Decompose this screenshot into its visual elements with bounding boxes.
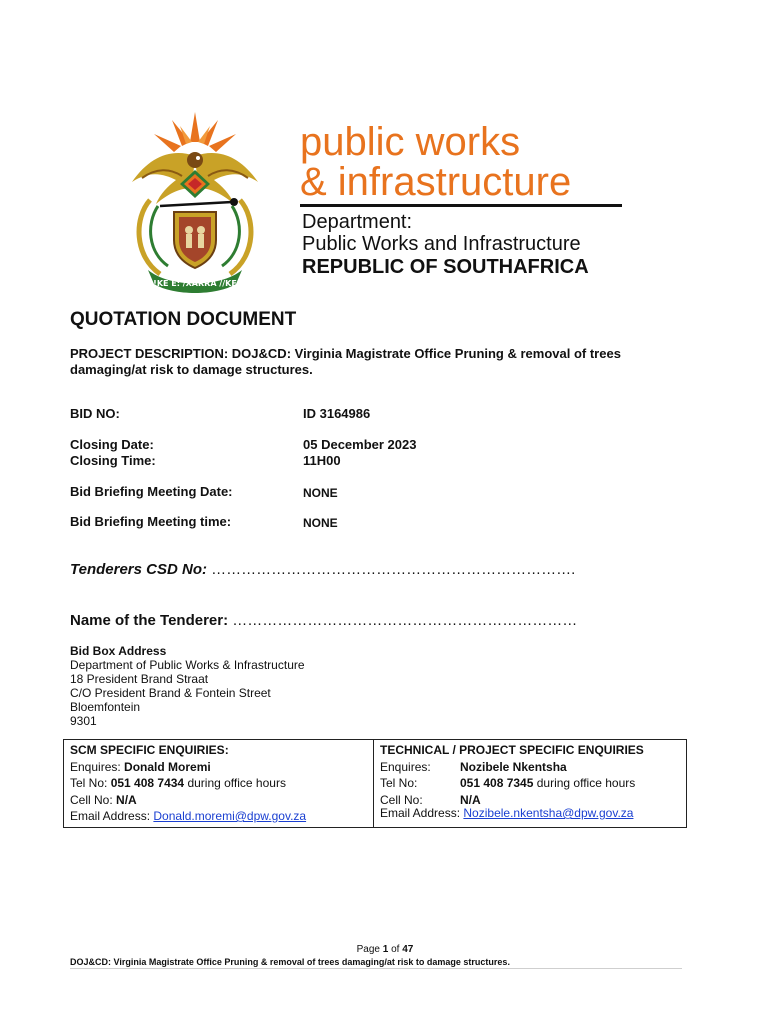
technical-enquiries-row: Enquires: Nozibele Nkentsha <box>380 759 567 774</box>
project-description: PROJECT DESCRIPTION: DOJ&CD: Virginia Magistrate Office Pruning & removal of trees damaging/at risk to damage structures. <box>70 346 621 377</box>
enquiries-table-divider <box>373 739 374 828</box>
briefing-date-value: NONE <box>303 486 338 500</box>
closing-time-label: Closing Time: <box>70 453 156 468</box>
document-title: QUOTATION DOCUMENT <box>70 309 297 330</box>
csd-colon: : <box>201 561 207 578</box>
bid-box-address <box>70 644 305 728</box>
scm-contact-name: Donald Moremi <box>124 759 211 774</box>
csd-number-label: Tenderers CSD No <box>70 561 202 578</box>
technical-enquiries-cell <box>380 742 644 822</box>
technical-heading: TECHNICAL / PROJECT SPECIFIC ENQUIRIES <box>380 743 644 757</box>
address-line: C/O President Brand & Fontein Street <box>70 686 271 700</box>
department-label: Department: <box>302 211 413 233</box>
scm-email-row: Email Address: Donald.moremi@dpw.gov.za <box>70 809 307 823</box>
address-heading: Bid Box Address <box>70 644 167 658</box>
brand-name-line1: public works <box>300 120 521 164</box>
csd-number-field <box>70 561 575 578</box>
csd-number-blank: ………………………………………………………………. <box>206 561 576 578</box>
technical-tel-row: Tel No: 051 408 7345 during office hours <box>380 776 636 790</box>
scm-tel-number: 051 408 7434 <box>110 776 185 790</box>
address-line: 18 President Brand Straat <box>70 672 209 686</box>
bid-no-label: BID NO: <box>70 406 120 421</box>
technical-cell-number: N/A <box>460 792 481 807</box>
scm-enquiries-row: Enquires: Donald Moremi <box>70 759 211 774</box>
page-current: 1 <box>382 944 389 955</box>
bid-no-value: ID 3164986 <box>303 406 371 421</box>
scm-heading: SCM SPECIFIC ENQUIRIES: <box>70 743 229 757</box>
crest-motto-text: !KE E: /XARRA //KE <box>153 279 237 288</box>
briefing-date-label: Bid Briefing Meeting Date: <box>70 484 233 499</box>
page-total: 47 <box>402 944 414 955</box>
scm-email-link[interactable]: Donald.moremi@dpw.gov.za <box>153 809 307 823</box>
scm-cell-row: Cell No: N/A <box>70 792 137 807</box>
department-name: Public Works and Infrastructure <box>302 233 581 255</box>
closing-time-value: 11H00 <box>303 453 341 468</box>
briefing-time-label: Bid Briefing Meeting time: <box>70 514 232 529</box>
address-line: Bloemfontein <box>70 700 141 714</box>
technical-contact-name: Nozibele Nkentsha <box>460 759 567 774</box>
tenderer-name-blank: …………………………………………………………… <box>228 612 578 629</box>
tenderer-name-label: Name of the Tenderer: <box>70 612 229 629</box>
scm-cell-number: N/A <box>116 792 137 807</box>
address-line: 9301 <box>70 714 97 728</box>
technical-tel-number: 051 408 7345 <box>460 776 534 790</box>
coat-of-arms-logo <box>120 108 270 294</box>
brand-divider <box>300 204 622 207</box>
scm-tel-row: Tel No: 051 408 7434 during office hours <box>70 776 286 790</box>
scm-enquiries-cell <box>70 742 306 825</box>
closing-date-value: 05 December 2023 <box>303 437 417 452</box>
page-number: Page 1 of 47 <box>356 944 414 955</box>
address-line: Department of Public Works & Infrastructure <box>70 658 305 672</box>
closing-date-label: Closing Date: <box>70 437 154 452</box>
technical-email-row: Email Address: Nozibele.nkentsha@dpw.gov.za <box>380 806 634 820</box>
republic-title: REPUBLIC OF SOUTHAFRICA <box>302 256 589 278</box>
technical-email-link[interactable]: Nozibele.nkentsha@dpw.gov.za <box>463 806 634 820</box>
tenderer-name-field <box>70 612 577 629</box>
footer-running-text: DOJ&CD: Virginia Magistrate Office Pruning & removal of trees damaging/at risk to damage structures. <box>70 957 510 967</box>
briefing-time-value: NONE <box>303 516 338 530</box>
footer-divider <box>70 968 682 969</box>
brand-name-line2: & infrastructure <box>300 160 572 204</box>
technical-cell-row: Cell No: N/A <box>380 792 481 807</box>
